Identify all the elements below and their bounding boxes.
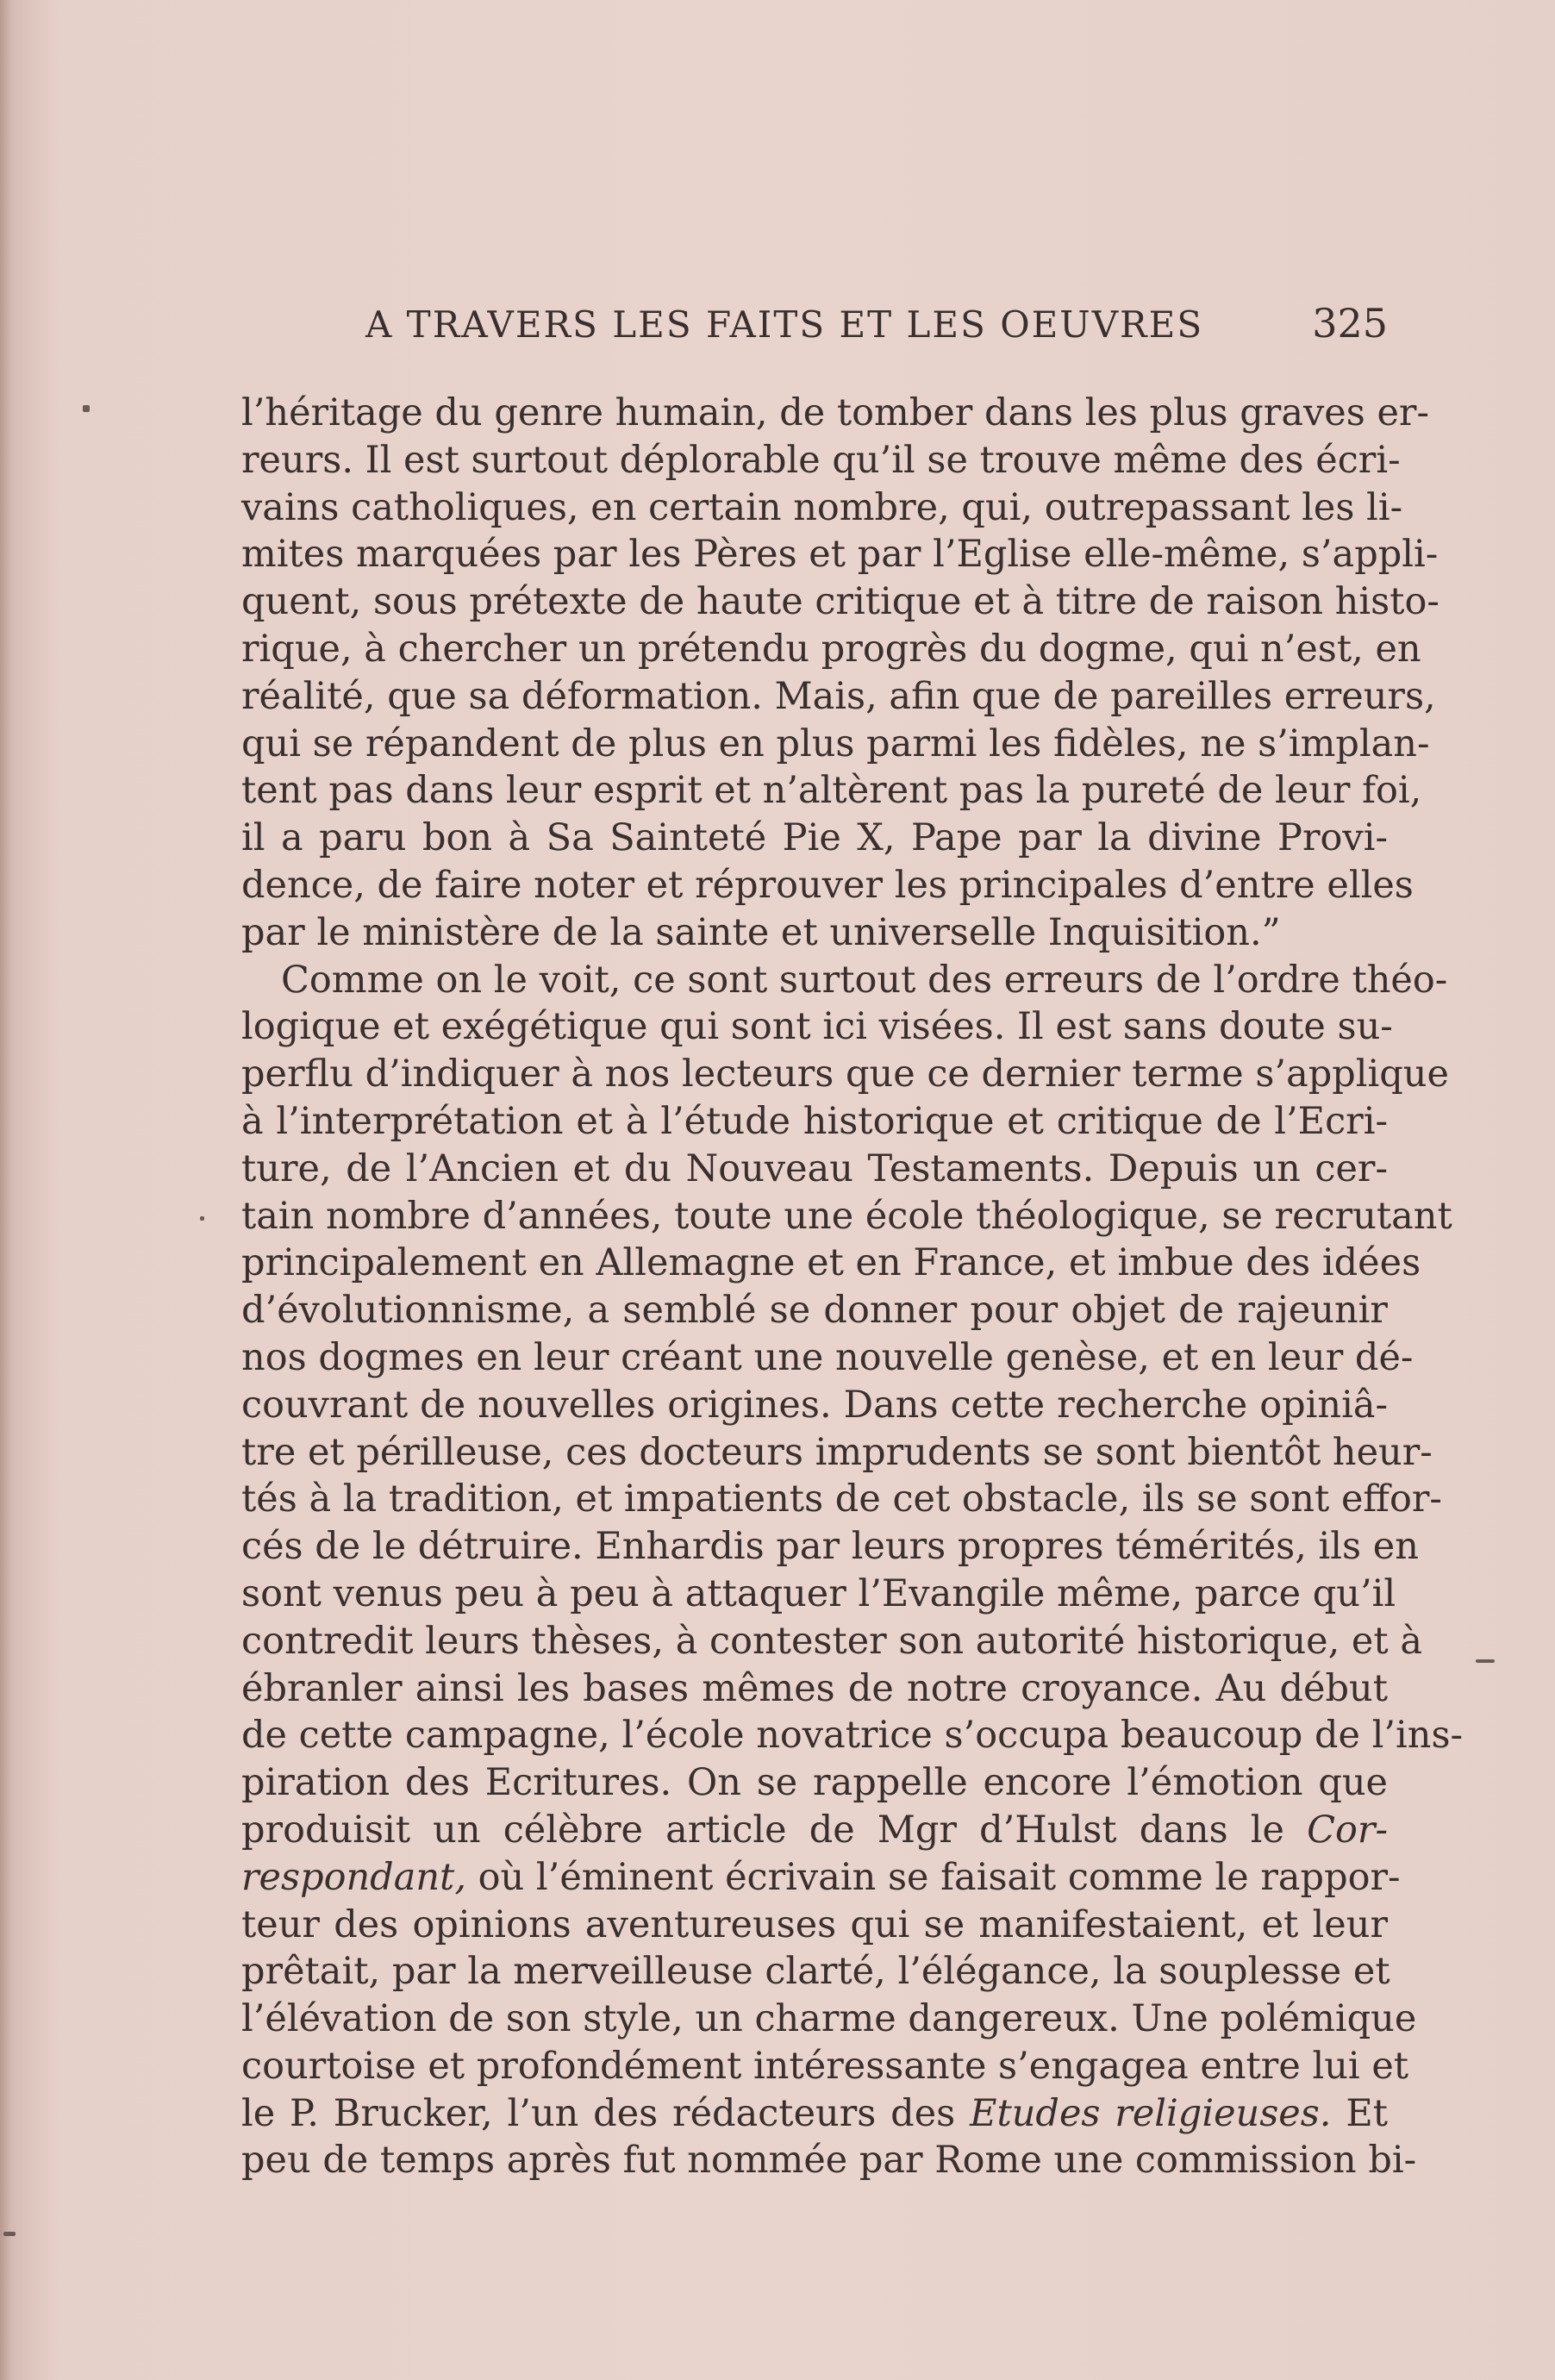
text-line: principalement en Allemagne et en France, et imbue des idées <box>241 1241 1421 1285</box>
text-line: qui se répandent de plus en plus parmi les fidèles, ne s’implan- <box>241 721 1430 765</box>
text-line: tain nombre d’années, toute une école théologique, se recrutant <box>241 1194 1452 1238</box>
text-line: couvrant de nouvelles origines. Dans cette recherche opiniâ- <box>241 1383 1388 1427</box>
text-line: courtoise et profondément intéressante s’engagea entre lui et <box>241 2044 1409 2088</box>
text-line: tent pas dans leur esprit et n’altèrent pas la pureté de leur foi, <box>241 769 1422 813</box>
text-line: le P. Brucker, l’un des rédacteurs des Etudes religieuses. Et <box>241 2091 1388 2135</box>
text-line: tés à la tradition, et impatients de cet obstacle, ils se sont effor- <box>241 1477 1442 1521</box>
text-line: d’évolutionnisme, a semblé se donner pour objet de rajeunir <box>241 1289 1388 1333</box>
text-line: respondant, où l’éminent écrivain se faisait comme le rappor- <box>241 1855 1401 1899</box>
text-line: contredit leurs thèses, à contester son autorité historique, et à <box>241 1619 1422 1663</box>
page-number: 325 <box>1312 300 1388 347</box>
running-header <box>241 300 1388 355</box>
text-line: nos dogmes en leur créant une nouvelle genèse, et en leur dé- <box>241 1335 1414 1379</box>
text-line: quent, sous prétexte de haute critique et à titre de raison histo- <box>241 580 1439 624</box>
text-line: perflu d’indiquer à nos lecteurs que ce dernier terme s’applique <box>241 1053 1449 1096</box>
text-line: rique, à chercher un prétendu progrès du dogme, qui n’est, en <box>241 627 1421 671</box>
text-line: de cette campagne, l’école novatrice s’occupa beaucoup de l’ins- <box>241 1714 1464 1758</box>
text-line: teur des opinions aventureuses qui se manifestaient, et leur <box>241 1902 1388 1946</box>
text-line: logique et exégétique qui sont ici visées. Il est sans doute su- <box>241 1005 1393 1049</box>
text-line: reurs. Il est surtout déplorable qu’il se trouve même des écri- <box>241 438 1401 482</box>
italic-title: Cor- <box>1307 1808 1388 1852</box>
text-line: Comme on le voit, ce sont surtout des erreurs de l’ordre théo- <box>281 958 1448 1002</box>
running-title: A TRAVERS LES FAITS ET LES OEUVRES <box>365 303 1204 346</box>
text-line: ture, de l’Ancien et du Nouveau Testaments. Depuis un cer- <box>241 1146 1388 1190</box>
italic-title: Etudes religieuses. <box>970 2091 1332 2135</box>
text-line: sont venus peu à peu à attaquer l’Evangile même, parce qu’il <box>241 1571 1396 1615</box>
text-line: cés de le détruire. Enhardis par leurs propres témérités, ils en <box>241 1525 1419 1569</box>
binding-edge <box>0 0 12 2380</box>
paper-speck <box>200 1216 204 1221</box>
text-line: réalité, que sa déformation. Mais, afin que de pareilles erreurs, <box>241 674 1436 718</box>
italic-title: respondant, <box>241 1855 466 1899</box>
text-line: mites marquées par les Pères et par l’Eglise elle-même, s’appli- <box>241 533 1439 577</box>
text-line: peu de temps après fut nommée par Rome une commission bi- <box>241 2139 1417 2183</box>
text-line: tre et périlleuse, ces docteurs imprudents se sont bientôt heur- <box>241 1430 1433 1474</box>
text-line: dence, de faire noter et réprouver les principales d’entre elles <box>241 863 1414 907</box>
text-line: il a paru bon à Sa Sainteté Pie X, Pape par la divine Provi- <box>241 816 1388 860</box>
text-line: vains catholiques, en certain nombre, qui, outrepassant les li- <box>241 485 1403 529</box>
text-line: piration des Ecritures. On se rappelle encore l’émotion que <box>241 1761 1388 1805</box>
text-line: par le ministère de la sainte et universelle Inquisition.” <box>241 910 1281 954</box>
text-line: l’héritage du genre humain, de tomber dans les plus graves er- <box>241 391 1429 434</box>
text-line: à l’interprétation et à l’étude historique et critique de l’Ecri- <box>241 1099 1388 1143</box>
paper-speck <box>1476 1659 1495 1663</box>
text-line: prêtait, par la merveilleuse clarté, l’élégance, la souplesse et <box>241 1950 1390 1994</box>
text-line: l’élévation de son style, un charme dangereux. Une polémique <box>241 1997 1417 2041</box>
text-line: produisit un célèbre article de Mgr d’Hulst dans le Cor- <box>241 1808 1388 1852</box>
paper-speck <box>3 2232 16 2236</box>
paper-speck <box>83 405 90 412</box>
text-line: ébranler ainsi les bases mêmes de notre croyance. Au début <box>241 1666 1388 1710</box>
body-text <box>241 390 1464 2184</box>
